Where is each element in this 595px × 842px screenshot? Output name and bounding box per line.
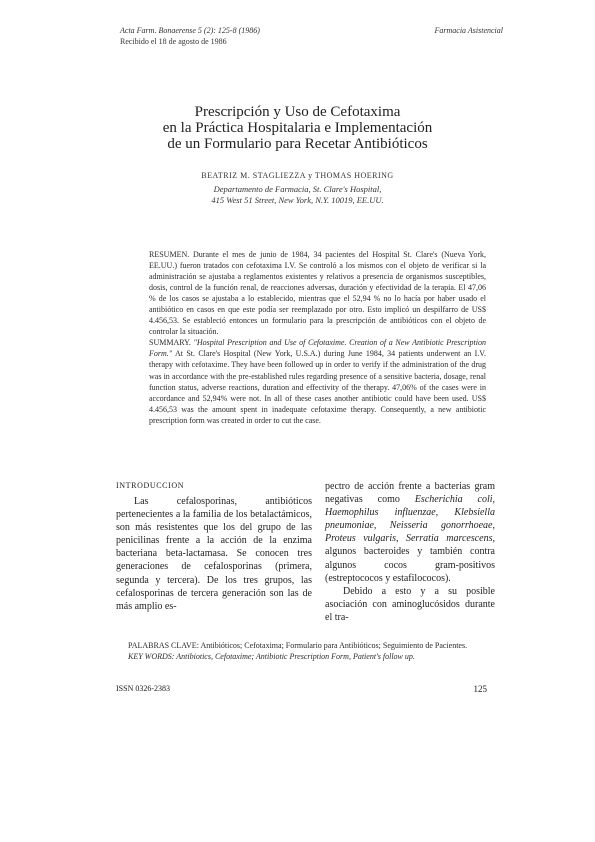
keywords-en: KEY WORDS: Antibiotics, Cefotaxime; Antibiotic Prescription Form, Patient's follow up. — [128, 652, 415, 661]
abstract — [149, 249, 486, 426]
summary-paragraph — [149, 337, 486, 425]
title-line: en la Práctica Hospitalaria e Implementación — [162, 120, 433, 136]
body-text: algunos bacteroides y también contra algunos cocos gram-positivos (estreptococos y estafilococos). — [325, 546, 495, 584]
body-text: pectro de acción frente a bacterias gram negativas como — [325, 481, 495, 506]
body-column-left — [116, 480, 312, 613]
affiliation-line: 415 West 51 Street, New York, N.Y. 10019, EE.UU. — [211, 195, 384, 205]
affiliation — [60, 184, 535, 206]
section-heading: INTRODUCCION — [116, 481, 185, 490]
page-number: 125 — [473, 684, 487, 694]
body-paragraph: Debido a esto y a su posible asociación con aminoglucósidos durante el tra- — [325, 585, 495, 623]
title-line: Prescripción y Uso de Cefotaxima — [194, 104, 401, 120]
received-date: Recibido el 18 de agosto de 1986 — [120, 37, 227, 46]
body-column-right — [325, 480, 495, 624]
issn: ISSN 0326-2383 — [116, 684, 171, 693]
resumen-label: RESUMEN. — [149, 250, 190, 259]
body-paragraph — [325, 480, 495, 585]
section-label: Farmacia Asistencial — [434, 26, 503, 35]
keywords — [128, 640, 498, 662]
resumen-text: Durante el mes de junio de 1984, 34 pacientes del Hospital St. Clare's (Nueva York, EE.UU.) fueron tratados con cefotaxima I.V. Se controló a los mismos con el objeto de verificar si la administración se ajustaba a reglamentos existentes y relativos a presencia de organismos susceptibles, dosis, control de la función renal, de reacciones adversas, duración y efectividad de la terapia. El 47,06 % de los casos se ajustaba a lo establecido, mientras que el 52,94 % no lo hacía por haber usado el antibiótico en casos en que este podía ser reemplazado por otro. Esto implicó un despilfarro de US$ 4.456,53. Se estableció entonces un formulario para la prescripción de antibióticos con el objeto de controlar la situación. — [149, 250, 486, 337]
journal-citation: Acta Farm. Bonaerense 5 (2): 125-8 (1986) — [120, 26, 260, 35]
title-line: de un Formulario para Recetar Antibióticos — [167, 136, 428, 152]
summary-text: At St. Clare's Hospital (New York, U.S.A.) during June 1984, 34 patients underwent an I.V. therapy with cefotaxime. They have been followed up in order to verify if the administration of the drug was in accordance with the pre-established rules regarding presence of a sensitive bacteria, dosage, renal function status, adverse reactions, duration and effectivity of the therapy. 47,06% of the cases were in accordance and 52,94% were not. In all of these cases another antibiotic could have been used. US$ 4.456,53 was the amount spent in inadequate cefotaxime therapy. Consequently, a new antibiotic prescription form was created in order to cut the case. — [149, 349, 486, 425]
summary-label: SUMMARY. — [149, 338, 191, 348]
resumen-paragraph — [149, 249, 486, 337]
authors: BEATRIZ M. STAGLIEZZA y THOMAS HOERING — [201, 171, 394, 180]
summary-title: "Hospital Prescription and Use of Cefotaxime. Creation of a New Antibiotic Prescription Form." — [149, 338, 487, 359]
keywords-es: PALABRAS CLAVE: Antibióticos; Cefotaxima; Formulario para Antibióticos; Seguimiento de Pacientes. — [128, 641, 468, 650]
species-names: Escherichia coli, Haemophilus influenzae, Klebsiella pneumoniae, Neisseria gonorrhoeae, Proteus vulgaris, Serratia marcescens, — [325, 494, 496, 545]
affiliation-line: Departamento de Farmacia, St. Clare's Hospital, — [213, 184, 382, 194]
body-paragraph: Las cefalosporinas, antibióticos pertenecientes a la familia de los betalactámicos, son más resistentes que los del grupo de las penicilinas frente a la acción de la enzima bacteriana beta-lactamasa. Se conocen tres generaciones de cefalosporinas (primera, segunda y tercera). De los tres grupos, las cefalosporinas de tercera generación son las de más amplio es- — [116, 496, 312, 612]
article-title — [60, 104, 535, 152]
